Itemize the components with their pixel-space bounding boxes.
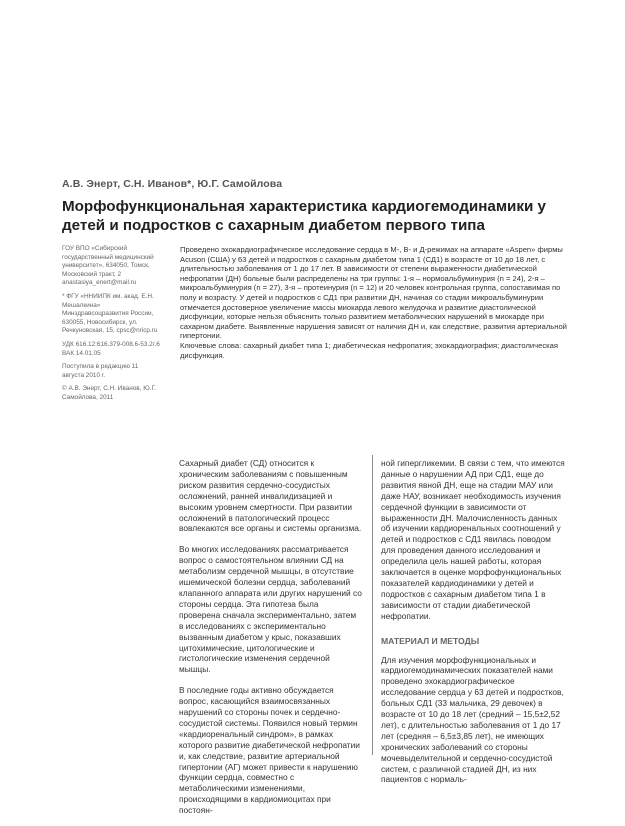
paragraph: В последние годы активно обсуждается вопрос, касающийся взаимосвязанных нарушений со стороны почек и сердечно-сосудистой системы. Появился новый термин «кардиоренальный синдром», в рамках которого развитие диабетической нефропатии и, как следствие, развитие артериальной гипертонии (АГ) может привести к нарушению функции сердца, совместно с метаболическими изменениями, происходящими в кардиомиоцитах при постоян- [179, 685, 360, 816]
keywords: Ключевые слова: сахарный диабет типа 1; диабетическая нефропатия; эхокардиография; диастолическая дисфункция. [180, 340, 558, 360]
section-heading: МАТЕРИАЛ И МЕТОДЫ [381, 635, 480, 646]
abstract-text: Проведено эхокардиографическое исследование сердца в М-, В- и Д-режимах на аппарате «Aspen» фирмы Acuson (США) у 63 детей и подростков с сахарным диабетом типа 1 (СД1) в возрасте от 10 до 18 лет, с длительностью заболевания от 1 до 17 лет. В зависимости от степени выраженности диабетической нефропатии (ДН) больные были распределены на три группы: 1-я – нормоальбуминурия (n = 24), 2-я – микроальбуминурия (n = 27), 3-я – протеинурия (n = 12) и 20 человек контрольная группа, сопоставимая по полу и возрасту. У детей и подростков с СД1 при развитии ДН, начиная со стадии микроальбуминурии отмечается достоверное увеличение массы миокарда левого желудочка и развитие диастолической дисфункции, которые нельзя объяснить только развитием метаболических нарушений в миокарде при сахарном диабете. Выявленные нарушения зависят от наличия ДН и, как следствие, развития артериальной гипертонии. [180, 245, 567, 341]
received-date: Поступила в редакцию 11 августа 2010 г. [62, 363, 139, 379]
affiliation-2: * ФГУ «ННИИПК им. акад. Е.Н. Мешалкина» Минздравсоцразвития России, 630055, Новосибирск, ул. Речкуновская, 15, cpsc@nricp.ru [62, 292, 158, 335]
affiliation-1: ГОУ ВПО «Сибирский государственный медицинский университет», 634050, Томск, Московский тракт, 2 anastasiya_enert@mail.ru [62, 245, 154, 287]
body-column-left [179, 458, 362, 826]
abstract [180, 245, 570, 360]
classification-codes: УДК 616.12:616.379-008.6-53.2/.6 ВАК 14.01.05 [62, 340, 160, 357]
paragraph: Для изучения морфофункциональных и кардиогемодинамических показателей нами проведено эхокардиографическое исследование сердца у 63 детей и подростков, больных СД1 (33 мальчика, 29 девочек) в возрасте от 10 до 18 лет (средний – 15,5±2,52 лет), с длительностью заболевания от 1 до 17 лет (средняя – 6,5±3,85 лет), не имеющих хронических заболеваний со стороны мочевыделительной и сердечно-сосудистой систем, с различной стадией ДН, из них пациентов с нормаль- [381, 654, 564, 785]
sidebar-info [62, 245, 162, 408]
author-email[interactable]: anastasiya_enert@mail.ru [62, 279, 137, 287]
copyright: © А.В. Энерт, С.Н. Иванов, Ю.Г. Самойлова, 2011 [62, 385, 156, 401]
column-divider [372, 455, 373, 755]
article-title: Морфофункциональная характеристика кардиогемодинамики у детей и подростков с сахарным диабетом первого типа [62, 198, 546, 234]
paragraph: ной гипергликемии. В связи с тем, что имеются данные о нарушении АД при СД1, еще до развития явной ДН, еще на стадии МАУ или даже НАУ, возникает необходимость изучения сердечной функции в зависимости от выраженности ДН. Малочисленность данных об изучении кардиоренальных соотношений у детей и подростков с СД1 явилась поводом для проведения данного исследования и определила цель нашей работы, которая заключается в оценке морфофункциональных показателей кардиодинамики у детей и подростков с сахарным диабетом типа 1 в зависимости от стадии диабетической нефропатии. [381, 458, 565, 621]
paragraph: Сахарный диабет (СД) относится к хроническим заболеваниям с повышенным риском развития сердечно-сосудистых осложнений, ранней инвалидизацией и высоким уровнем смертности. При развитии осложнений в патологический процесс вовлекаются все органы и системы организма. [179, 458, 362, 534]
paragraph: Во многих исследованиях рассматривается вопрос о самостоятельном влиянии СД на метаболизм сердечной мышцы, в отсутствие ишемической болезни сердца, заболеваний клапанного аппарата или других нарушений со стороны сердца. Эта гипотеза была проверена сначала экспериментально, затем в исследованиях с экспериментально вызванным диабетом у крыс, показавших цитохимические, цитологические и гистологические изменения сердечной мышцы. [179, 544, 362, 675]
authors: А.В. Энерт, С.Н. Иванов*, Ю.Г. Самойлова [62, 178, 283, 190]
body-column-right [381, 458, 567, 795]
